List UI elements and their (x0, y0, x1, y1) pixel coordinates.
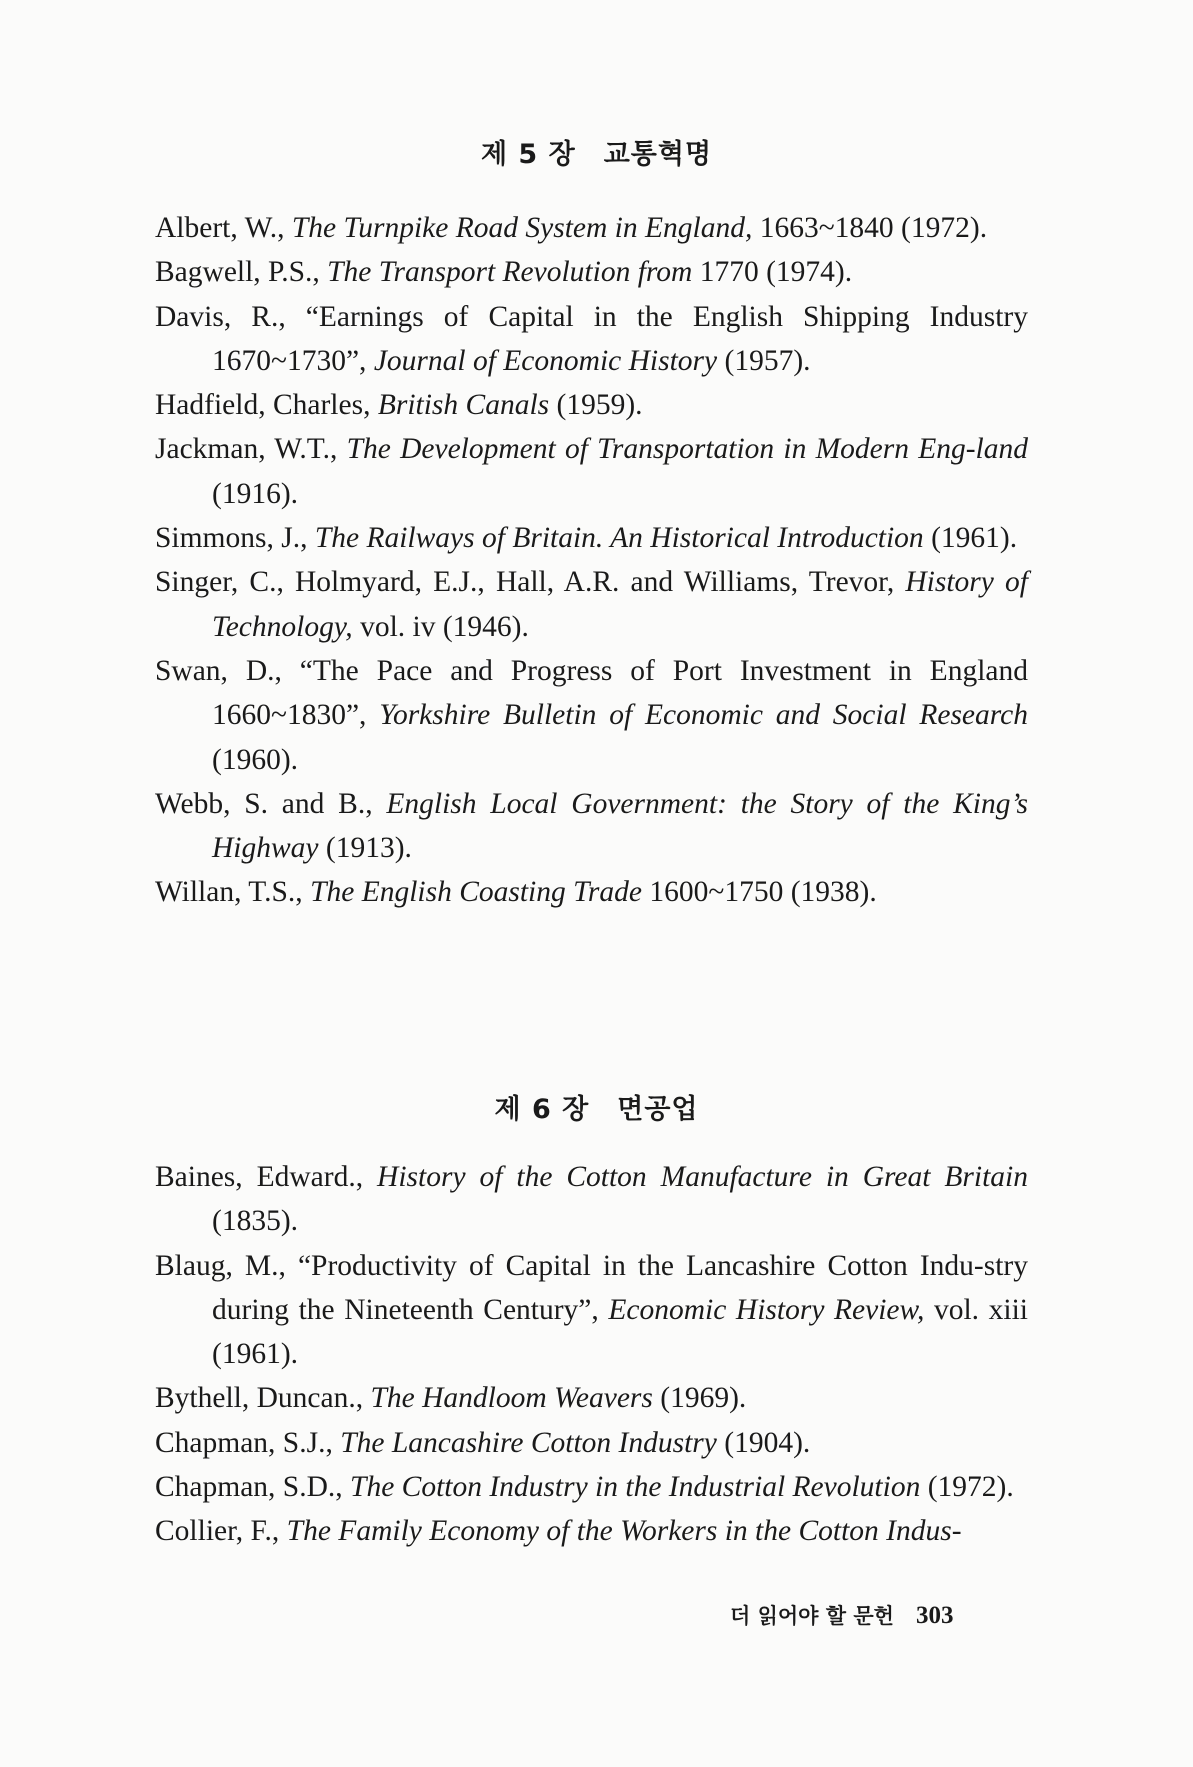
bibliography-section-5 (155, 206, 1028, 915)
entry-title: The Transport Revolution from (327, 256, 693, 289)
entry-text: Jackman, W.T., (155, 433, 347, 466)
entry-text: Blaug, M., “Productivity of Capital in the Lancashire Cotton Indu-stry during the Nineteenth Century”, (155, 1249, 1028, 1326)
bibliography-entry (155, 1376, 1028, 1420)
entry-text: Bythell, Duncan., (155, 1382, 371, 1415)
entry-title: The Handloom Weavers (370, 1382, 653, 1415)
entry-text: Willan, T.S., (155, 876, 311, 909)
bibliography-entry (155, 649, 1028, 782)
entry-text: Davis, R., “Earnings of Capital in the English Shipping Industry 1670~1730”, (155, 300, 1028, 377)
entry-title: Yorkshire Bulletin of Economic and Social Research (379, 699, 1028, 732)
bibliography-entry (155, 250, 1028, 294)
entry-text: 1600~1750 (1938). (641, 876, 877, 909)
chapter-title: 면공업 (617, 1094, 699, 1125)
entry-text: Simmons, J., (155, 522, 315, 555)
entry-title: The Family Economy of the Workers in the Cotton Indus- (286, 1515, 962, 1548)
page-number: 303 (915, 1602, 954, 1629)
entry-text: Swan, D., “The Pace and Progress of Port Investment in England 1660~1830”, (155, 654, 1028, 732)
entry-title: British Canals (377, 389, 550, 422)
entry-text: vol. iv (1946). (352, 610, 529, 643)
bibliography-entry (155, 1465, 1028, 1509)
chapter-5-heading (0, 132, 1193, 171)
chapter-title: 교통혁명 (603, 139, 713, 170)
bibliography-entry (155, 383, 1028, 427)
entry-text: Singer, C., Holmyard, E.J., Hall, A.R. and Williams, Trevor, (155, 566, 906, 599)
entry-title: The Turnpike Road System in England, (291, 212, 753, 244)
chapter-number: 제 5 장 (480, 139, 576, 170)
entry-text: (1957). (717, 344, 811, 377)
entry-text: Hadfield, Charles, (155, 389, 378, 422)
entry-text: 1770 (1974). (692, 256, 853, 289)
entry-text: (1960). (212, 743, 299, 776)
entry-text: vol. xiii (1961). (212, 1293, 1028, 1371)
entry-text: (1972). (920, 1471, 1014, 1504)
entry-text: 1663~1840 (1972). (752, 212, 988, 244)
entry-text: Webb, S. and B., (155, 787, 387, 820)
entry-title: The Lancashire Cotton Industry (340, 1426, 717, 1459)
entry-text: (1916). (212, 477, 299, 510)
bibliography-entry (155, 560, 1028, 649)
entry-text: Chapman, S.J., (155, 1426, 341, 1459)
entry-title: English Local Government: the Story of the King’s Highway (212, 787, 1028, 865)
bibliography-entry (155, 1155, 1028, 1244)
entry-title: The Railways of Britain. An Historical Introduction (314, 522, 924, 555)
chapter-number: 제 6 장 (494, 1094, 590, 1125)
entry-title: History of the Cotton Manufacture in Great Britain (377, 1161, 1029, 1193)
entry-text: Albert, W., (155, 212, 292, 244)
bibliography-entry (155, 206, 1028, 250)
bibliography-entry (155, 782, 1028, 871)
entry-title: History of Technology, (212, 566, 1028, 643)
bibliography-entry (155, 870, 1028, 914)
entry-title: The English Coasting Trade (310, 876, 642, 909)
entry-title: The Development of Transportation in Modern Eng-land (346, 433, 1029, 466)
entry-text: Collier, F., (155, 1515, 287, 1548)
bibliography-section-6 (155, 1155, 1028, 1554)
entry-text: (1913). (318, 832, 412, 865)
entry-text: (1961). (923, 522, 1018, 555)
page-footer (730, 1600, 953, 1630)
entry-text: Baines, Edward., (155, 1161, 378, 1193)
entry-text: Chapman, S.D., (155, 1471, 351, 1504)
bibliography-entry (155, 1421, 1028, 1465)
chapter-6-heading (0, 1087, 1193, 1126)
entry-text: (1904). (716, 1426, 811, 1459)
entry-text: (1959). (549, 389, 643, 422)
entry-title: Journal of Economic History (373, 344, 718, 377)
bibliography-entry (155, 1509, 1028, 1553)
entry-text: (1969). (652, 1382, 747, 1415)
bibliography-entry (155, 516, 1028, 560)
entry-title: Economic History Review, (608, 1293, 925, 1326)
bibliography-entry (155, 295, 1028, 384)
entry-text: (1835). (212, 1205, 299, 1238)
entry-title: The Cotton Industry in the Industrial Revolution (350, 1471, 921, 1504)
bibliography-entry (155, 1244, 1028, 1377)
running-title: 더 읽어야 할 문헌 (730, 1604, 894, 1628)
entry-text: Bagwell, P.S., (155, 256, 328, 289)
bibliography-entry (155, 427, 1028, 516)
